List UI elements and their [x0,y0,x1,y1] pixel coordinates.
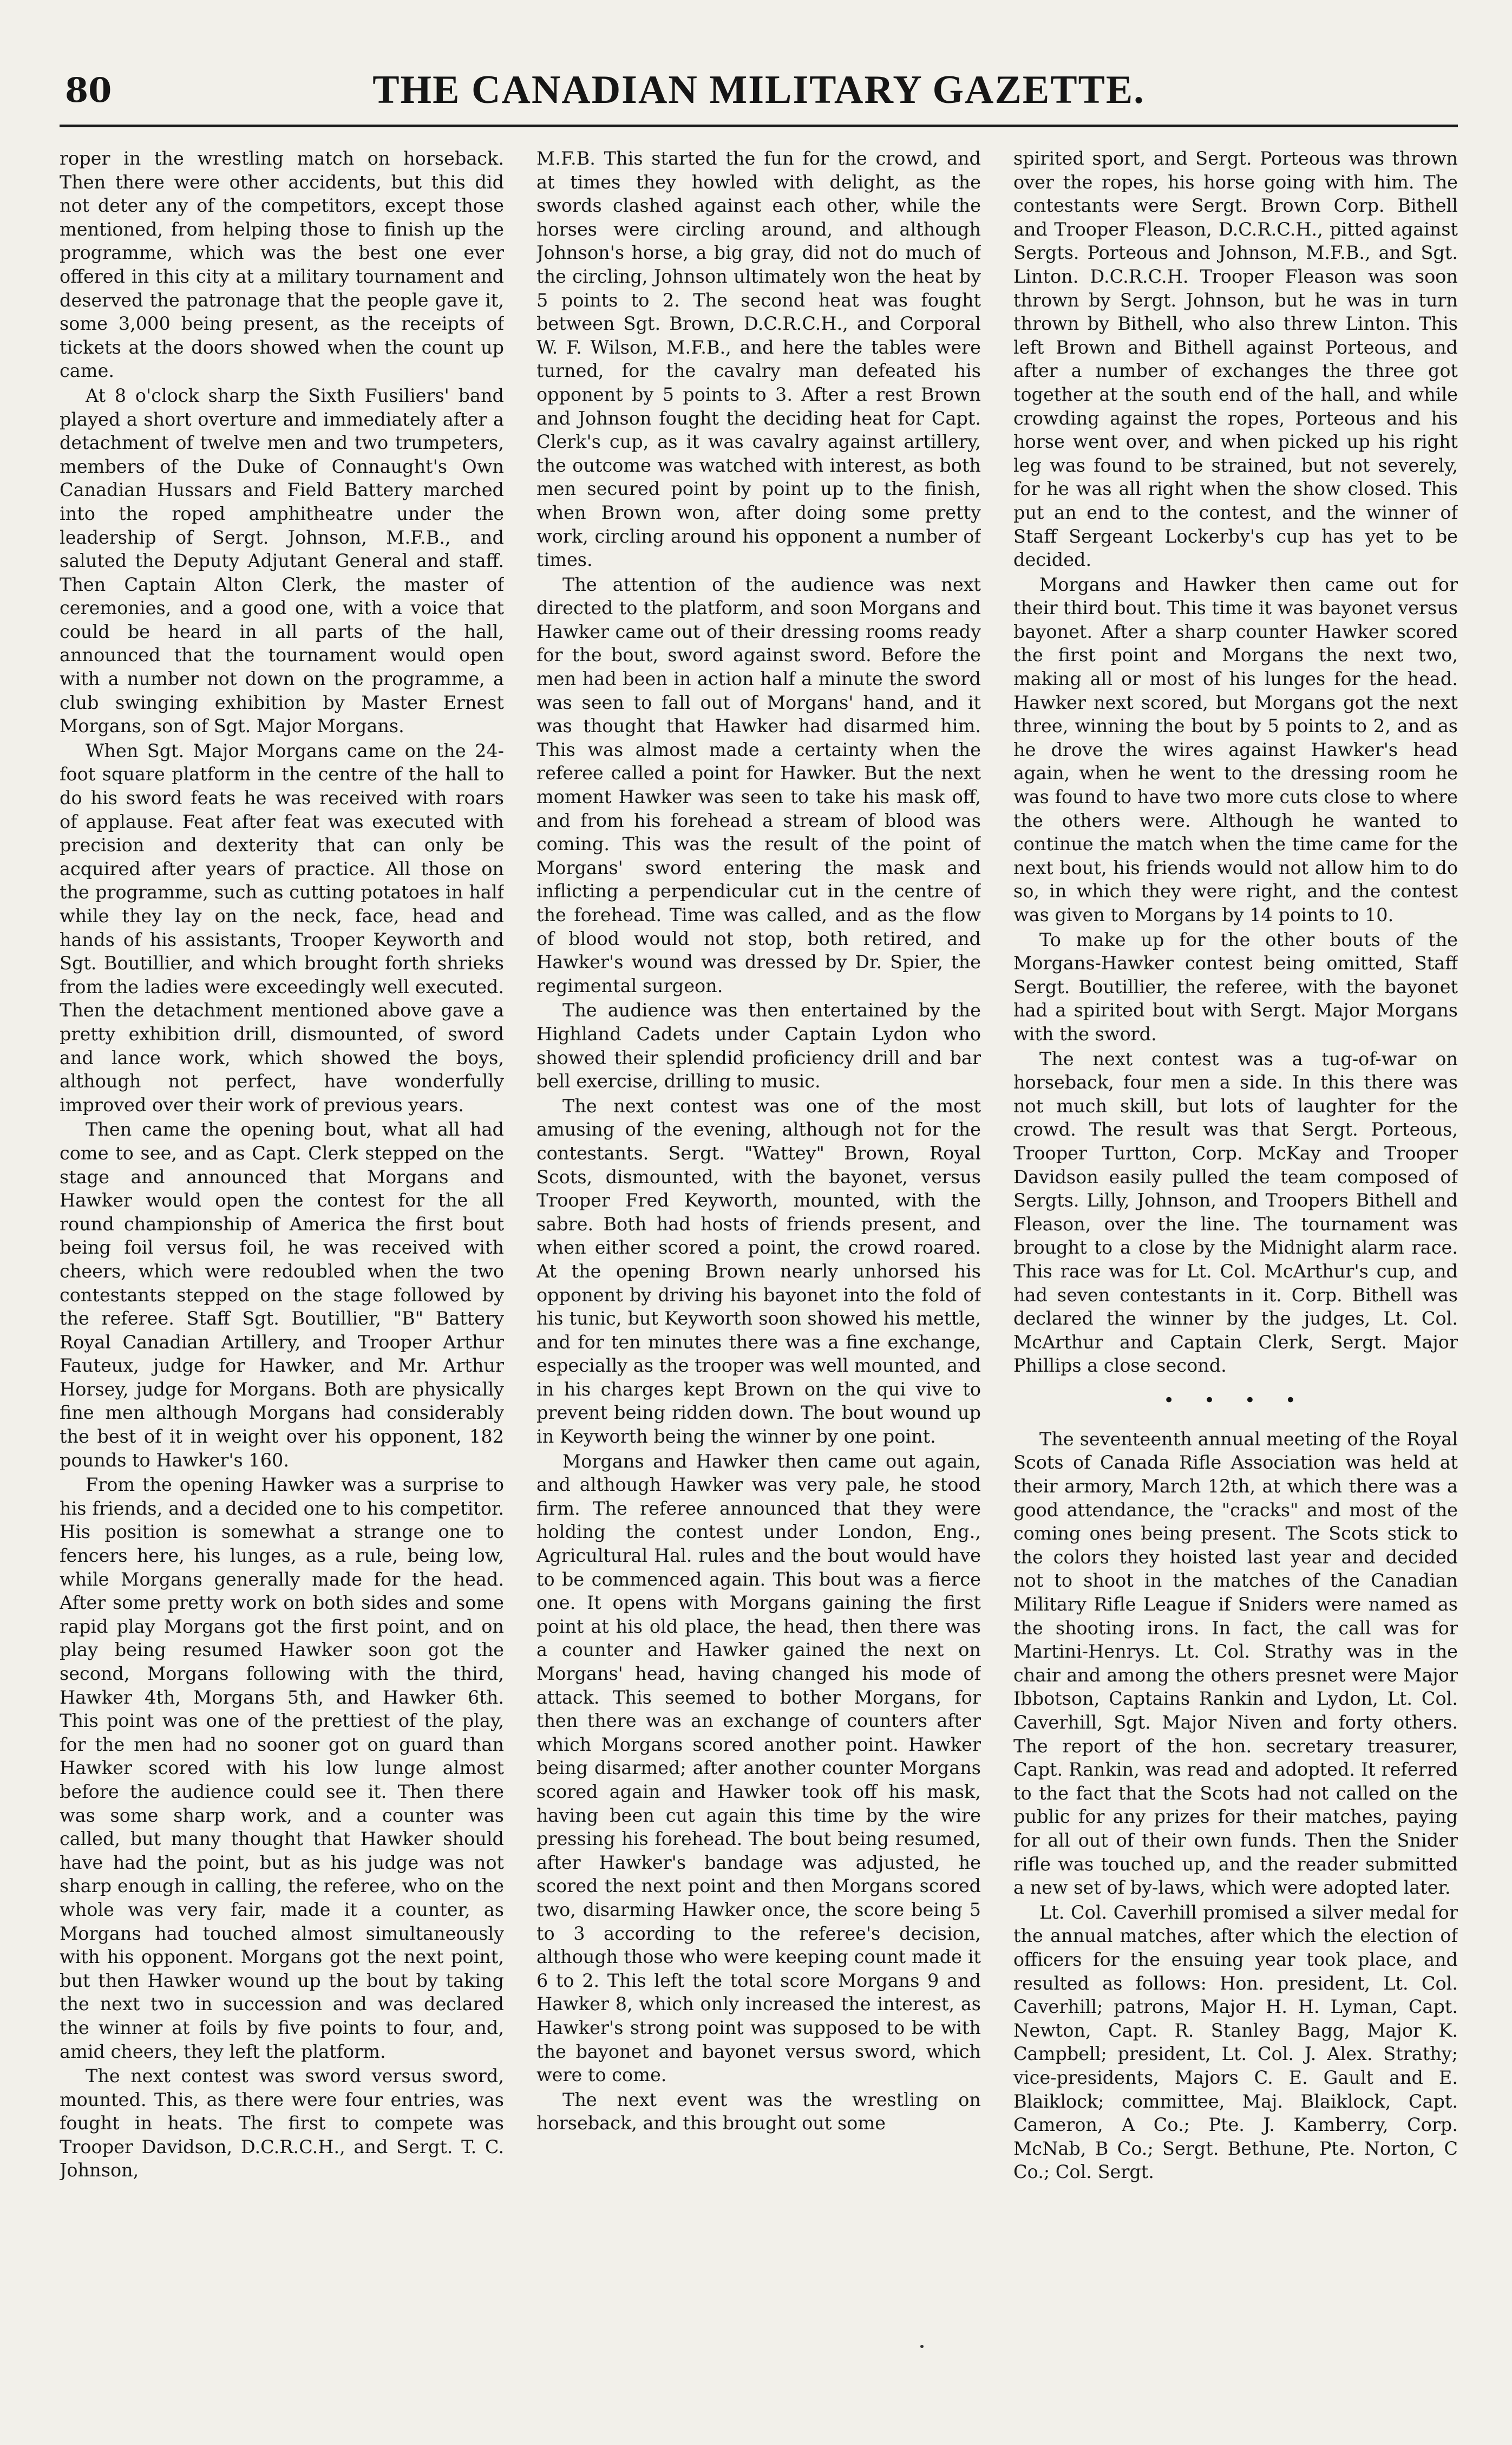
article-paragraph: M.F.B. This started the fun for the crowd, and at times they howled with delight, as the swords clashed against each other, while the horses were circling around, and although Johnson's horse, a big gray, did not do much of the circling, Johnson ultimately won the heat by 5 points to 2. The second heat was fought between Sgt. Brown, D.C.R.C.H., and Corporal W. F. Wilson, M.F.B., and here the tables were turned, for the cavalry man defeated his opponent by 5 points to 3. After a rest Brown and Johnson fought the deciding heat for Capt. Clerk's cup, as it was cavalry against artillery, the outcome was watched with interest, as both men secured point by point up to the finish, when Brown won, after doing some pretty work, circling around his opponent a number of times. [536,148,981,571]
column-1 [60,147,504,2378]
article-paragraph: The next contest was sword versus sword, mounted. This, as there were four entries, was fought in heats. The first to compete was Trooper Davidson, D.C.R.C.H., and Sergt. T. C. Johnson, [60,2065,504,2181]
column-2 [536,147,981,2378]
article-paragraph: Then came the opening bout, what all had come to see, and as Capt. Clerk stepped on the stage and announced that Morgans and Hawker would open the contest for the all round championship of America the first bout being foil versus foil, he was received with cheers, which were redoubled when the two contestants stepped on the stage followed by the referee. Staff Sgt. Boutillier, "B" Battery Royal Canadian Artillery, and Trooper Arthur Fauteux, judge for Hawker, and Mr. Arthur Horsey, judge for Morgans. Both are physically fine men although Morgans had considerably the best of it in weight over his opponent, 182 pounds to Hawker's 160. [60,1119,504,1471]
page-header [60,65,1458,127]
article-paragraph: The next contest was one of the most amusing of the evening, although not for the contestants. Sergt. "Wattey" Brown, Royal Scots, dismounted, with the bayonet, versus Trooper Fred Keyworth, mounted, with the sabre. Both had hosts of friends present, and when either scored a point, the crowd roared. At the opening Brown nearly unhorsed his opponent by driving his bayonet into the fold of his tunic, but Keyworth soon showed his mettle, and for ten minutes there was a fine exchange, especially as the trooper was well mounted, and in his charges kept Brown on the qui vive to prevent being ridden down. The bout wound up in Keyworth being the winner by one point. [536,1095,981,1448]
article-columns [60,147,1458,2378]
masthead-title: THE CANADIAN MILITARY GAZETTE. [372,68,1145,112]
article-paragraph: When Sgt. Major Morgans came on the 24-foot square platform in the centre of the hall to do his sword feats he was received with roars of applause. Feat after feat was executed with precision and dexterity that can only be acquired after years of practice. All those on the programme, such as cutting potatoes in half while they lay on the neck, face, head and hands of his assistants, Trooper Keyworth and Sgt. Boutillier, and which brought forth shrieks from the ladies were exceedingly well executed. Then the detachment mentioned above gave a pretty exhibition drill, dismounted, of sword and lance work, which showed the boys, although not perfect, have wonderfully improved over their work of previous years. [60,740,504,1116]
article-paragraph: The seventeenth annual meeting of the Royal Scots of Canada Rifle Association was held at their armory, March 12th, at which there was a good attendance, the "cracks" and most of the coming ones being present. The Scots stick to the colors they hoisted last year and decided not to shoot in the matches of the Canadian Military Rifle League if Sniders were named as the shooting irons. In fact, the call was for Martini-Henrys. Lt. Col. Strathy was in the chair and among the others presnet were Major Ibbotson, Captains Rankin and Lydon, Lt. Col. Caverhill, Sgt. Major Niven and forty others. The report of the hon. secretary treasurer, Capt. Rankin, was read and adopted. It referred to the fact that the Scots had not called on the public for any prizes for their matches, paying for all out of their own funds. Then the Snider rifle was touched up, and the reader submitted a new set of by-laws, which were adopted later. [1013,1428,1458,1899]
section-separator: • • • • [1163,1389,1308,1411]
article-paragraph: From the opening Hawker was a surprise to his friends, and a decided one to his competitor. His position is somewhat a strange one to fencers here, his lunges, as a rule, being low, while Morgans generally made for the head. After some pretty work on both sides and some rapid play Morgans got the first point, and on play being resumed Hawker soon got the second, Morgans following with the third, Hawker 4th, Morgans 5th, and Hawker 6th. This point was one of the prettiest of the play, for the men had no sooner got on guard than Hawker scored with his low lunge almost before the audience could see it. Then there was some sharp work, and a counter was called, but many thought that Hawker should have had the point, but as his judge was not sharp enough in calling, the referee, who on the whole was very fair, made it a counter, as Morgans had touched almost simultaneously with his opponent. Morgans got the next point, but then Hawker wound up the bout by taking the next two in succession and was declared the winner at foils by five points to four, and, amid cheers, they left the platform. [60,1474,504,2062]
article-paragraph: To make up for the other bouts of the Morgans-Hawker contest being omitted, Staff Sergt. Boutillier, the referee, with the bayonet had a spirited bout with Sergt. Major Morgans with the sword. [1013,929,1458,1045]
article-paragraph: The next contest was a tug-of-war on horseback, four men a side. In this there was not much skill, but lots of laughter for the crowd. The result was that Sergt. Porteous, Trooper Turtton, Corp. McKay and Trooper Davidson easily pulled the team composed of Sergts. Lilly, Johnson, and Troopers Bithell and Fleason, over the line. The tournament was brought to a close by the Midnight alarm race. This race was for Lt. Col. McArthur's cup, and had seven contestants in it. Corp. Bithell was declared the winner by the judges, Lt. Col. McArthur and Captain Clerk, Sergt. Major Phillips a close second. [1013,1048,1458,1377]
article-paragraph: Morgans and Hawker then came out again, and although Hawker was very pale, he stood firm. The referee announced that they were holding the contest under London, Eng., Agricultural Hal. rules and the bout would have to be commenced again. This bout was a fierce one. It opens with Morgans gaining the first point at his old place, the head, then there was a counter and Hawker gained the next on Morgans' head, having changed his mode of attack. This seemed to bother Morgans, for then there was an exchange of counters after which Morgans scored another point. Hawker being disarmed; after another counter Morgans scored again and Hawker took off his mask, having been cut again this time by the wire pressing his forehead. The bout being resumed, after Hawker's bandage was adjusted, he scored the next point and then Morgans scored two, disarming Hawker once, the score being 5 to 3 according to the referee's decision, although those who were keeping count made it 6 to 2. This left the total score Morgans 9 and Hawker 8, which only increased the interest, as Hawker's strong point was supposed to be with the bayonet and bayonet versus sword, which were to come. [536,1450,981,2086]
article-paragraph: Morgans and Hawker then came out for their third bout. This time it was bayonet versus bayonet. After a sharp counter Hawker scored the first point and Morgans the next two, making all or most of his lunges for the head. Hawker next scored, but Morgans got the next three, winning the bout by 5 points to 2, and as he drove the wires against Hawker's head again, when he went to the dressing room he was found to have two more cuts close to where the others were. Although he wanted to continue the match when the time came for the next bout, his friends would not allow him to do so, in which they were right, and the contest was given to Morgans by 14 points to 10. [1013,573,1458,925]
article-paragraph: The next event was the wrestling on horseback, and this brought out some [536,2089,981,2134]
page-number: 80 [65,70,112,110]
article-paragraph: At 8 o'clock sharp the Sixth Fusiliers' band played a short overture and immediately after a detachment of twelve men and two trumpeters, members of the Duke of Connaught's Own Canadian Hussars and Field Battery marched into the roped amphitheatre under the leadership of Sergt. Johnson, M.F.B., and saluted the Deputy Adjutant General and staff. Then Captain Alton Clerk, the master of ceremonies, and a good one, with a voice that could be heard in all parts of the hall, announced that the tournament would open with a number not down on the programme, a club swinging exhibition by Master Ernest Morgans, son of Sgt. Major Morgans. [60,384,504,737]
column-3 [1013,147,1458,2378]
article-paragraph: Lt. Col. Caverhill promised a silver medal for the annual matches, after which the election of officers for the ensuing year took place, and resulted as follows: Hon. president, Lt. Col. Caverhill; patrons, Major H. H. Lyman, Capt. Newton, Capt. R. Stanley Bagg, Major K. Campbell; president, Lt. Col. J. Alex. Strathy; vice-presidents, Majors C. E. Gault and E. Blaiklock; committee, Maj. Blaiklock, Capt. Cameron, A Co.; Pte. J. Kamberry, Corp. McNab, B Co.; Sergt. Bethune, Pte. Norton, C Co.; Col. Sergt. [1013,1901,1458,2183]
article-paragraph: The audience was then entertained by the Highland Cadets under Captain Lydon who showed their splendid proficiency drill and bar bell exercise, drilling to music. [536,1000,981,1092]
article-paragraph: The attention of the audience was next directed to the platform, and soon Morgans and Hawker came out of their dressing rooms ready for the bout, sword against sword. Before the men had been in action half a minute the sword was seen to fall out of Morgans' hand, and it was thought that Hawker had disarmed him. This was almost made a certainty when the referee called a point for Hawker. But the next moment Hawker was seen to take his mask off, and from his forehead a stream of blood was coming. This was the result of the point of Morgans' sword entering the mask and inflicting a perpendicular cut in the centre of the forehead. Time was called, and as the flow of blood would not stop, both retired, and Hawker's wound was dressed by Dr. Spier, the regimental surgeon. [536,573,981,996]
print-speck [920,2345,924,2348]
article-paragraph: roper in the wrestling match on horseback. Then there were other accidents, but this did not deter any of the competitors, except those mentioned, from helping those to finish up the programme, which was the best one ever offered in this city at a military tournament and deserved the patronage that the people gave it, some 3,000 being present, as the receipts of tickets at the doors showed when the count up came. [60,148,504,382]
article-paragraph: spirited sport, and Sergt. Porteous was thrown over the ropes, his horse going with him. The contestants were Sergt. Brown Corp. Bithell and Trooper Fleason, D.C.R.C.H., pitted against Sergts. Porteous and Johnson, M.F.B., and Sgt. Linton. D.C.R.C.H. Trooper Fleason was soon thrown by Sergt. Johnson, but he was in turn thrown by Bithell, who also threw Linton. This left Brown and Bithell against Porteous, and after a number of exchanges the three got together at the south end of the hall, and while crowding against the ropes, Porteous and his horse went over, and when picked up his right leg was found to be strained, but not severely, for he was all right when the show closed. This put an end to the contest, and the winner of Staff Sergeant Lockerby's cup has yet to be decided. [1013,148,1458,571]
